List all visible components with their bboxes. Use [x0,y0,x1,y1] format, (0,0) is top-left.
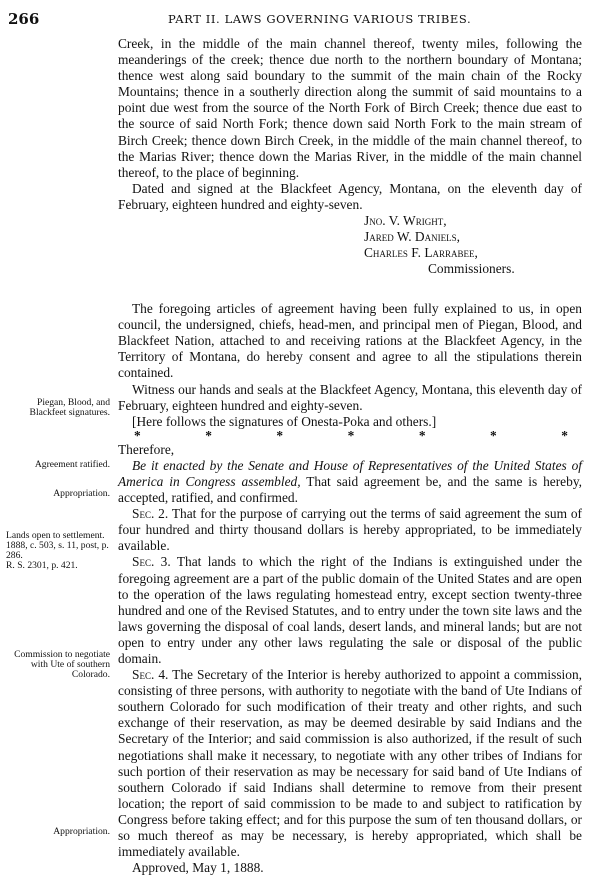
margin-note-signatures: Piegan, Blood, and Blackfeet signatures. [29,397,110,418]
dated-paragraph: Dated and signed at the Blackfeet Agency, Montana, on the eleventh day of February, eighteen hundred and eighty-seven. [118,180,582,212]
margin-note-appropriation-2: Appropriation. [53,826,110,837]
witness-paragraph: Witness our hands and seals at the Blackfeet Agency, Montana, this eleventh day of February, eighteen hundred and eighty-seven. [118,381,582,413]
section-3-text: That lands to which the right of the Indians is extinguished under the foregoing agreement are a part of the public domain of the United States and are open to the operation of the laws regulating homestead entry, except section twenty-three hundred and one of the Revised Statutes, and to entry under the town site laws and the laws governing the disposal of coal lands, desert lands, and mineral lands; but are not open to entry under any other laws regulating the sale or disposal of the public domain. [118,554,583,666]
enacting-clause [118,458,582,506]
section-gap [118,277,582,301]
consent-paragraph: The foregoing articles of agreement having been fully explained to us, in open council, the undersigned, chiefs, head-men, and principal men of Piegan, Blood, and Blackfeet Nation, attached to and receiving rations at the Blackfeet Agency, in the Territory of Montana, do hereby consent and agree to all the stipulations therein contained. [118,301,582,381]
star: * [134,427,141,443]
star: * [418,427,426,443]
margin-note-ratified: Agreement ratified. [34,459,110,470]
section-2-text: That for the purpose of carrying out the terms of said agreement the sum of four hundred and thirty thousand dollars is hereby appropriated, to be immediately available. [118,506,583,554]
star: * [205,427,212,443]
approved-line: Approved, May 1, 1888. [132,860,264,876]
star: * [490,427,497,443]
running-head: PART II. LAWS GOVERNING VARIOUS TRIBES. [168,12,472,26]
signature-role: Commissioners. [428,261,515,277]
margin-note-lands-citation: 1888, c. 503, s. 11, post, p. 286. [6,540,109,561]
star: * [347,427,355,443]
enacting-formula: Be it enacted by the Senate and House of Representatives of the United States of America in Congress assembled, [118,457,582,489]
section-2-label: Sec. 2. [132,506,169,522]
margin-note-lands [6,531,110,571]
margin-note-lands-statute: R. S. 2301, p. 421. [6,560,78,571]
therefore-line: Therefore, [118,441,175,457]
signature-daniels: Jared W. Daniels, [364,229,460,245]
section-3 [118,554,582,667]
signature-larrabee: Charles F. Larrabee, [364,245,478,261]
enacting-text: That said agreement be, and the same is hereby, accepted, ratified, and confirmed. [118,473,582,506]
page-number: 266 [8,10,40,28]
section-4-text: The Secretary of the Interior is hereby authorized to appoint a commission, consisting of three persons, with authority to negotiate with the band of Ute Indians of southern Colorado for such modification of their treaty and other rights, and such exchange of their reservation, as may be deemed desirable by said Indians and the Secretary of the Interior; and said commission is also authorized, if the result of such negotiations shall make it necessary, to negotiate with any other tribes of Indians for such portion of their reservation as may be necessary for said band of Ute Indians of southern Colorado if said Indians shall determine to remove from their present location; the report of said commission to be made to and subject to ratification by Congress before taking effect; and for this purpose the sum of ten thousand dollars, or so much thereof as may be necessary, is hereby appropriated, which shall be immediately available. [118,667,582,860]
section-4-label: Sec. 4. [132,667,169,683]
signatures-note: [Here follows the signatures of Onesta-Poka and others.] [132,413,437,429]
body-text [118,36,582,876]
boundary-paragraph: Creek, in the middle of the main channel thereof, twenty miles, following the meanderings of the creek; thence due north to the northern boundary of Montana; thence west along said boundary to the summit of the main chain of the Rocky Mountains; thence in a southerly direction along the summit of said mountains to a point due west from the source of the North Fork of Birch Creek; thence due east to the source of said North Fork; thence down said North Fork to the main stream of Birch Creek; thence down Birch Creek, in the middle of the main channel thereof, to the Marias River; thence down the Marias River, in the middle of the main channel thereof, to the place of beginning. [118,36,582,180]
section-3-label: Sec. 3. [132,554,171,570]
page-header [8,10,588,30]
ellipsis-stars [118,427,582,443]
margin-note-lands-title: Lands open to settlement. [6,530,105,541]
signature-wright: Jno. V. Wright, [364,213,447,229]
margin-note-commission: Commission to negotiate with Ute of southern Colorado. [14,649,110,680]
margin-note-appropriation: Appropriation. [53,488,110,499]
section-4 [118,667,582,860]
star: * [561,427,568,443]
star: * [276,427,284,443]
commissioner-signatures [364,213,582,277]
section-2 [118,506,582,554]
